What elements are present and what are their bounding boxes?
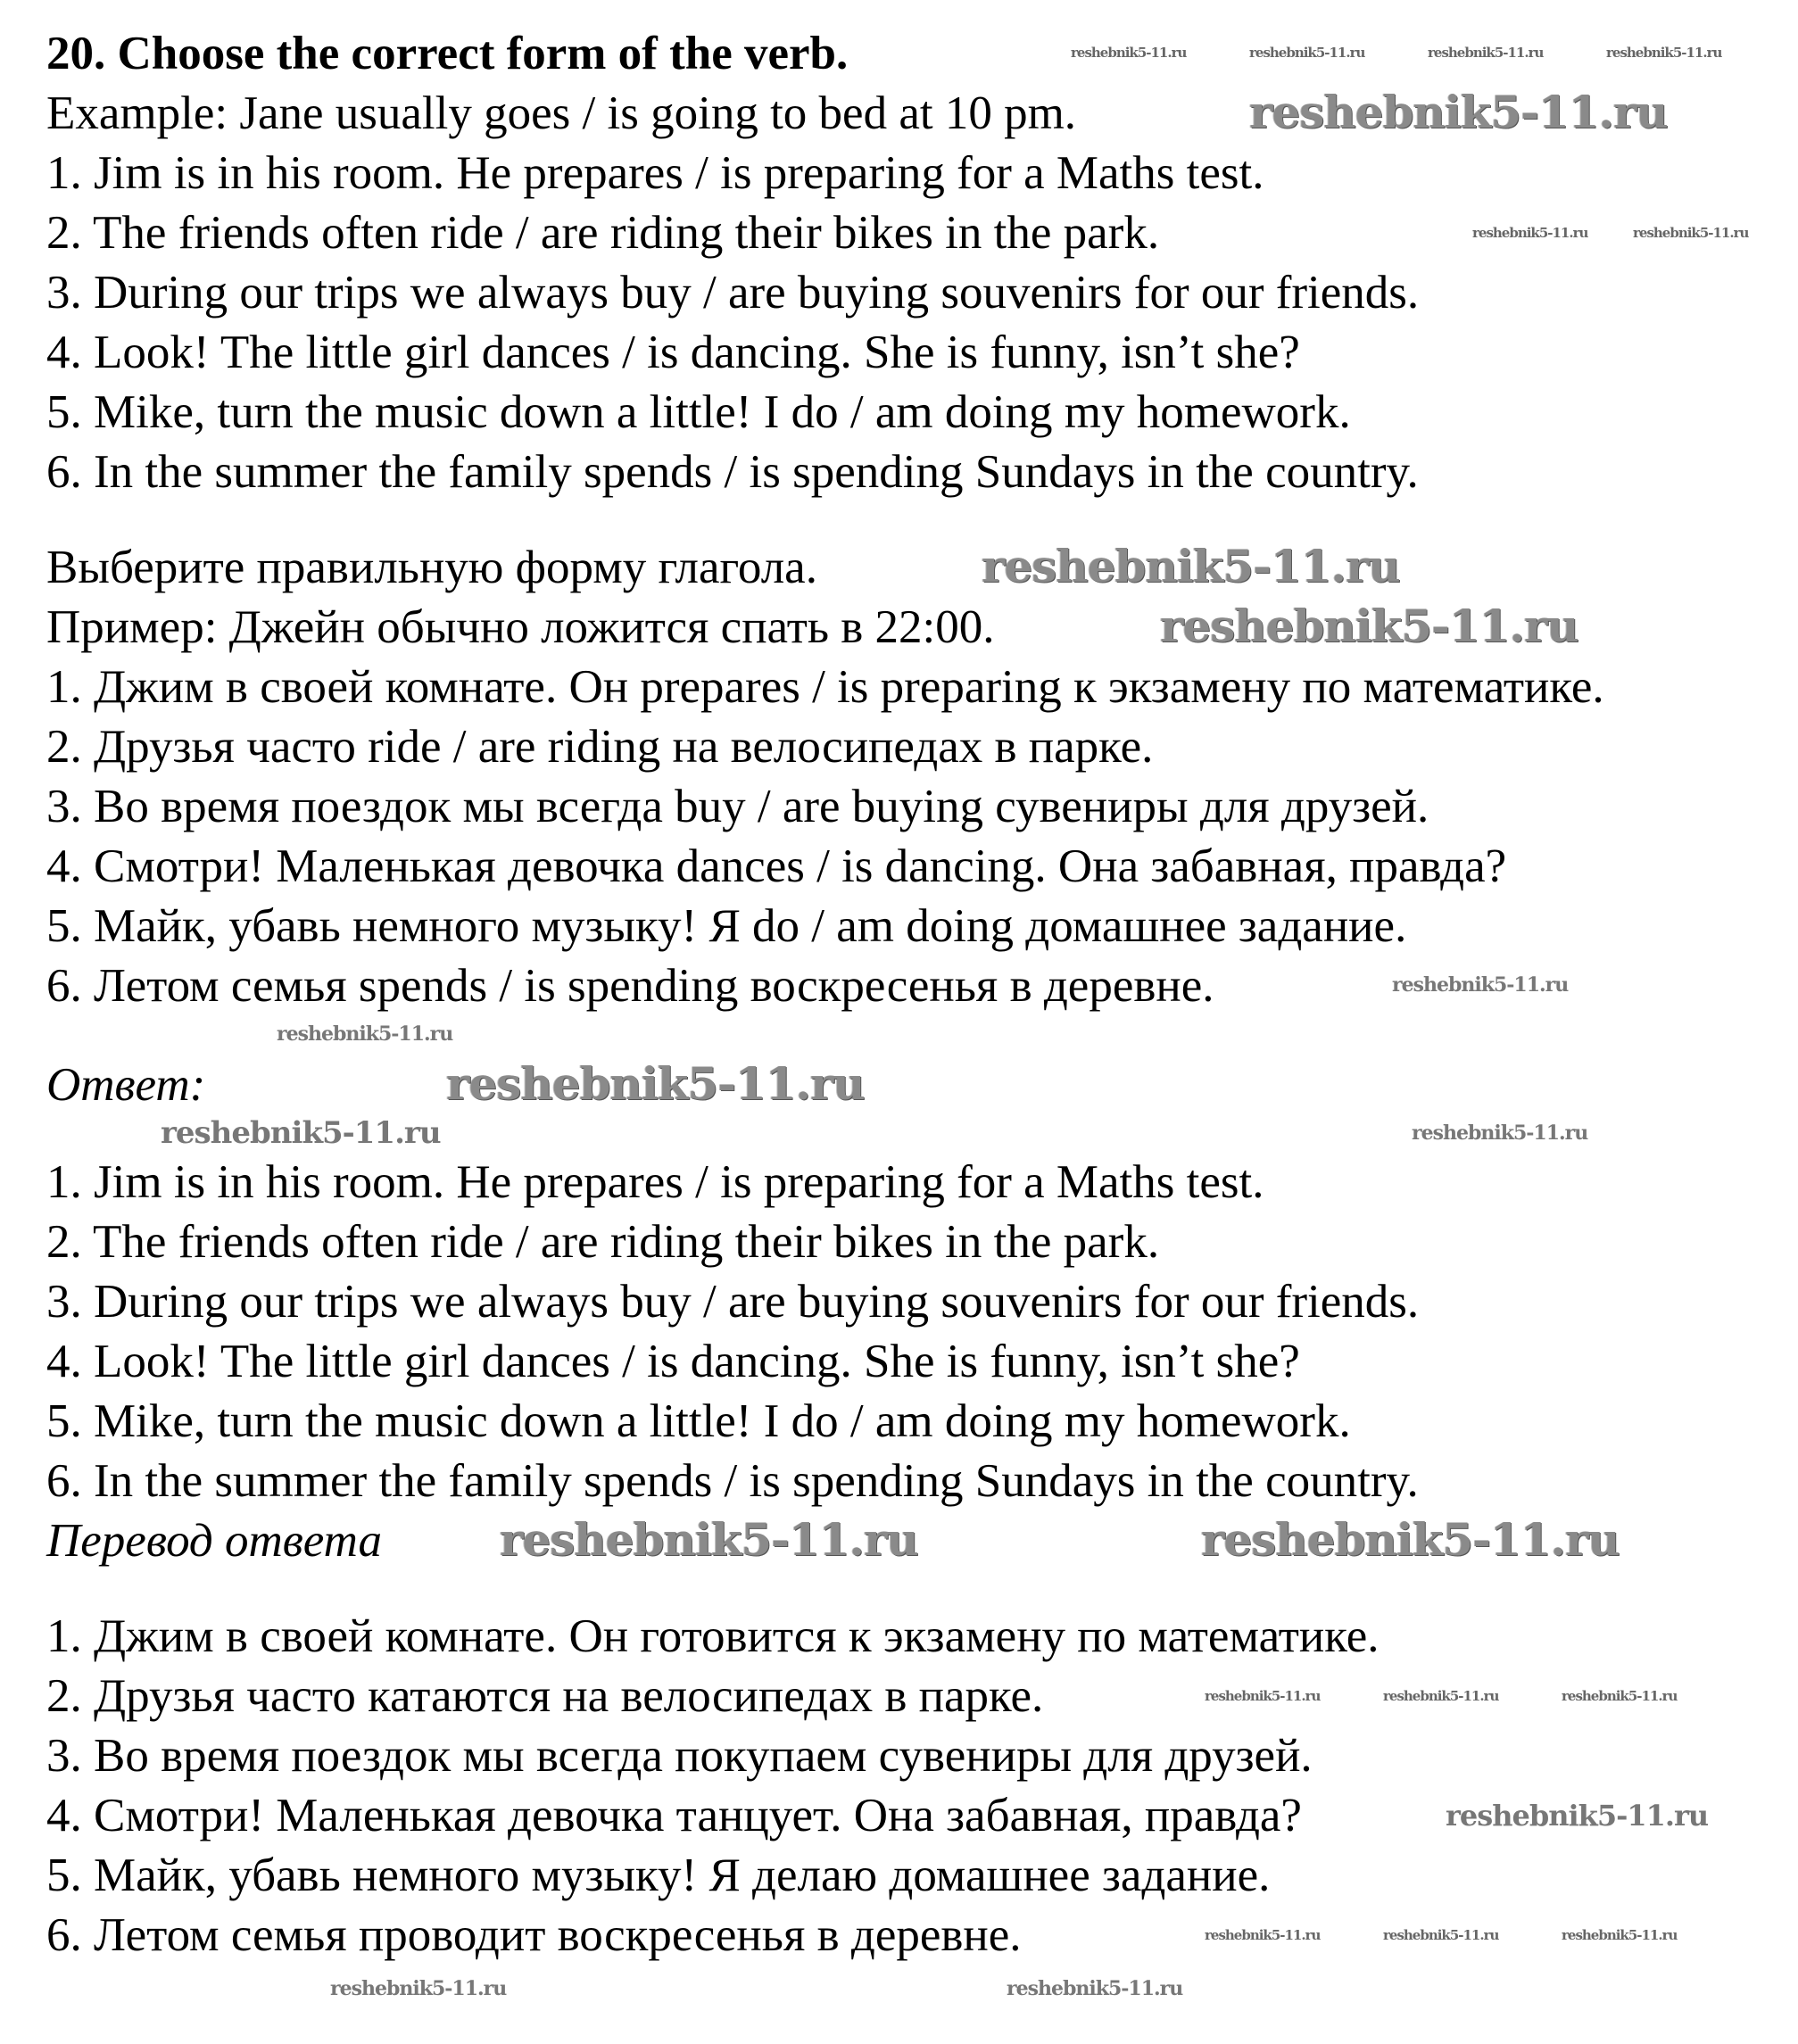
answer-translation-item: 3. Во время поездок мы всегда покупаем сувениры для друзей. xyxy=(46,1730,1313,1782)
watermark: reshebnik5-11.ru xyxy=(982,540,1400,592)
watermark: reshebnik5-11.ru xyxy=(1160,600,1578,652)
answer-heading: Ответ: xyxy=(46,1059,206,1111)
answer-item: 4. Look! The little girl dances / is dancing. She is funny, isn’t she? xyxy=(46,1336,1300,1387)
answer-item: 2. The friends often ride / are riding their bikes in the park. xyxy=(46,1216,1160,1268)
example-line: Example: Jane usually goes / is going to bed at 10 pm. xyxy=(46,87,1077,139)
answer-translation-item: 1. Джим в своей комнате. Он готовится к экзамену по математике. xyxy=(46,1610,1380,1662)
watermark: reshebnik5-11.ru xyxy=(1007,1977,1183,2000)
task-item: 6. In the summer the family spends / is spending Sundays in the country. xyxy=(46,446,1419,498)
answer-translation-item: 6. Летом семья проводит воскресенья в деревне. xyxy=(46,1909,1022,1961)
watermark: reshebnik5-11.ru xyxy=(1428,45,1544,61)
watermark: reshebnik5-11.ru xyxy=(330,1977,507,2000)
watermark: reshebnik5-11.ru xyxy=(161,1115,441,1151)
watermark: reshebnik5-11.ru xyxy=(1383,1927,1499,1943)
answer-item: 6. In the summer the family spends / is spending Sundays in the country. xyxy=(46,1455,1419,1507)
translation-item: 4. Смотри! Маленькая девочка dances / is dancing. Она забавная, правда? xyxy=(46,840,1507,892)
watermark: reshebnik5-11.ru xyxy=(1472,225,1588,241)
watermark: reshebnik5-11.ru xyxy=(1446,1799,1709,1833)
answer-translation-item: 4. Смотри! Маленькая девочка танцует. Она забавная, правда? xyxy=(46,1790,1302,1841)
watermark: reshebnik5-11.ru xyxy=(1633,225,1749,241)
answer-item: 5. Mike, turn the music down a little! I do / am doing my homework. xyxy=(46,1395,1351,1447)
watermark: reshebnik5-11.ru xyxy=(500,1513,918,1566)
task-item: 4. Look! The little girl dances / is dancing. She is funny, isn’t she? xyxy=(46,327,1300,378)
watermark: reshebnik5-11.ru xyxy=(1606,45,1722,61)
translation-item: 5. Майк, убавь немного музыку! Я do / am doing домашнее задание. xyxy=(46,900,1407,952)
task-item: 1. Jim is in his room. He prepares / is preparing for a Maths test. xyxy=(46,147,1264,199)
answer-translation-item: 5. Майк, убавь немного музыку! Я делаю домашнее задание. xyxy=(46,1850,1271,1901)
task-item: 2. The friends often ride / are riding their bikes in the park. xyxy=(46,207,1160,259)
watermark: reshebnik5-11.ru xyxy=(277,1022,453,1046)
watermark: reshebnik5-11.ru xyxy=(1392,973,1569,997)
answer-item: 1. Jim is in his room. He prepares / is preparing for a Maths test. xyxy=(46,1156,1264,1208)
task-item: 5. Mike, turn the music down a little! I do / am doing my homework. xyxy=(46,386,1351,438)
watermark: reshebnik5-11.ru xyxy=(1205,1927,1321,1943)
watermark: reshebnik5-11.ru xyxy=(1249,86,1668,138)
translation-title: Выберите правильную форму глагола. xyxy=(46,542,817,593)
exercise-title: 20. Choose the correct form of the verb. xyxy=(46,28,849,79)
answer-item: 3. During our trips we always buy / are buying souvenirs for our friends. xyxy=(46,1276,1420,1328)
task-item: 3. During our trips we always buy / are buying souvenirs for our friends. xyxy=(46,267,1420,319)
watermark: reshebnik5-11.ru xyxy=(1201,1513,1620,1566)
watermark: reshebnik5-11.ru xyxy=(1412,1121,1588,1145)
translation-item: 1. Джим в своей комнате. Он prepares / is preparing к экзамену по математике. xyxy=(46,661,1604,713)
watermark: reshebnik5-11.ru xyxy=(1249,45,1365,61)
watermark: reshebnik5-11.ru xyxy=(446,1057,865,1110)
answer-translation-item: 2. Друзья часто катаются на велосипедах в парке. xyxy=(46,1670,1044,1722)
answer-translation-heading: Перевод ответа xyxy=(46,1515,383,1567)
translation-item: 2. Друзья часто ride / are riding на велосипедах в парке. xyxy=(46,721,1154,773)
watermark: reshebnik5-11.ru xyxy=(1562,1688,1678,1704)
watermark: reshebnik5-11.ru xyxy=(1383,1688,1499,1704)
translation-item: 6. Летом семья spends / is spending воскресенья в деревне. xyxy=(46,960,1214,1012)
watermark: reshebnik5-11.ru xyxy=(1205,1688,1321,1704)
translation-item: 3. Во время поездок мы всегда buy / are buying сувениры для друзей. xyxy=(46,781,1429,832)
watermark: reshebnik5-11.ru xyxy=(1562,1927,1678,1943)
translation-example: Пример: Джейн обычно ложится спать в 22:00. xyxy=(46,601,995,653)
watermark: reshebnik5-11.ru xyxy=(1071,45,1187,61)
